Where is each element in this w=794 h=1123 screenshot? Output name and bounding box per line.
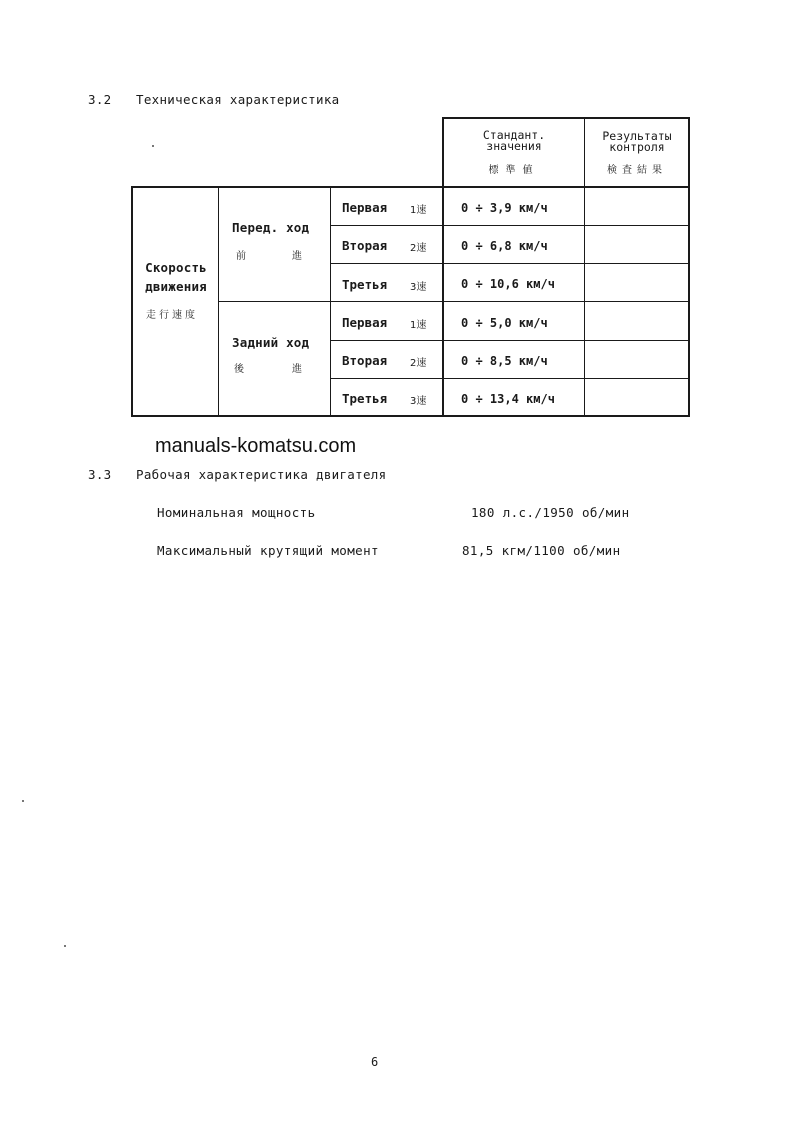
section-number: 3.3 [88,467,112,482]
scan-speck [152,145,154,147]
spec-label: Номинальная мощность [157,505,316,520]
gear-label: Третья [342,277,388,292]
gear-label-jp: 2速 [410,358,427,369]
gear-label: Первая [342,200,388,215]
gear-label-jp: 1速 [410,205,427,216]
group-forward-label: Перед. ход [232,220,310,235]
group-forward-label-jp: 前進 [236,251,348,262]
speed-value: 0 ÷ 3,9 км/ч [461,201,548,215]
spec-label: Максимальный крутящий момент [157,543,379,558]
section-title: Техническая характеристика [136,92,340,107]
gear-label: Вторая [342,353,388,368]
speed-value: 0 ÷ 5,0 км/ч [461,316,548,330]
parameter-label: Скорость движения [145,260,207,294]
scan-speck [64,945,66,947]
header-standard [444,130,584,176]
header-standard-ru: Стандант. значения [482,128,546,153]
page-number: 6 [371,1055,379,1069]
section-3-3-heading [88,467,386,482]
spec-value: 81,5 кгм/1100 об/мин [462,543,621,558]
speed-value: 0 ÷ 8,5 км/ч [461,354,548,368]
gear-label: Первая [342,315,388,330]
gear-label-jp: 3速 [410,282,427,293]
parameter-label-jp: 走行速度 [146,310,198,321]
gear-label-jp: 3速 [410,396,427,407]
gear-label: Третья [342,391,388,406]
scan-speck [22,800,24,802]
gear-label-jp: 1速 [410,320,427,331]
group-reverse-label-jp: 後進 [234,364,350,375]
header-standard-jp: 標準値 [488,165,540,176]
header-result-ru: Результаты контроля [602,129,672,154]
header-result-jp: 検査結果 [607,165,667,176]
header-result [586,131,688,176]
gear-label: Вторая [342,238,388,253]
speed-value: 0 ÷ 6,8 км/ч [461,239,548,253]
watermark-text: manuals-komatsu.com [155,435,357,457]
section-title: Рабочая характеристика двигателя [136,467,387,482]
section-number: 3.2 [88,92,112,107]
speed-value: 0 ÷ 13,4 км/ч [461,392,555,406]
gear-label-jp: 2速 [410,243,427,254]
group-reverse-label: Задний ход [232,335,310,350]
speed-value: 0 ÷ 10,6 км/ч [461,277,555,291]
spec-value: 180 л.с./1950 об/мин [471,505,630,520]
